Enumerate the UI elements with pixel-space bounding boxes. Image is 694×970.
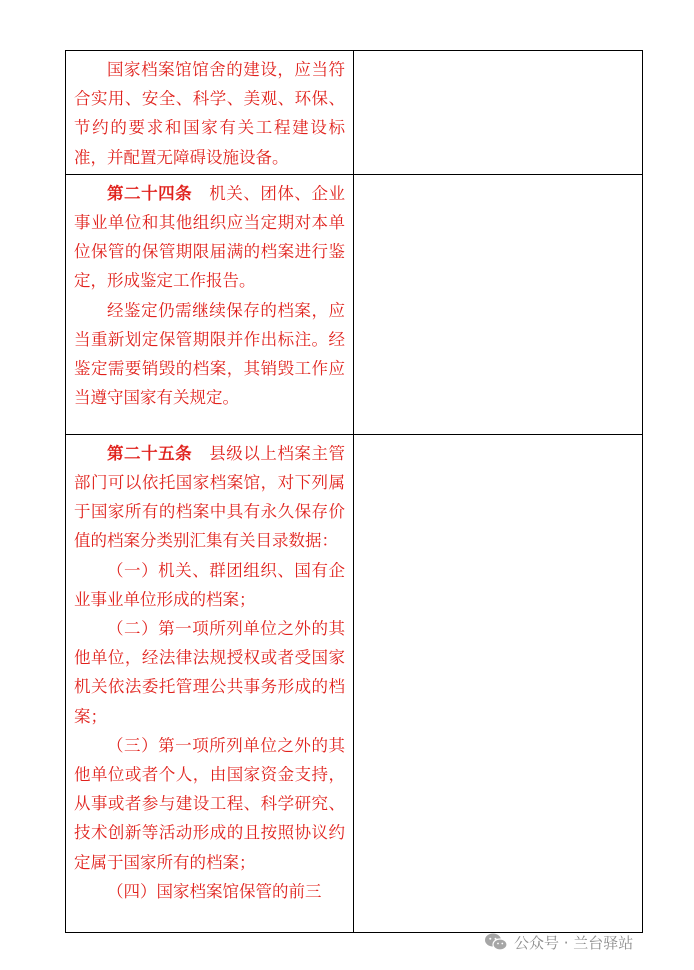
wechat-icon — [484, 932, 508, 952]
table-row — [66, 434, 643, 932]
watermark-text: 公众号 · 兰台驿站 — [514, 933, 634, 952]
article-number: 第二十五条 — [107, 443, 193, 463]
right-cell — [354, 174, 643, 434]
paragraph: 第二十四条 机关、团体、企业事业单位和其他组织应当定期对本单位保管的保管期限届满的档案进行鉴定，形成鉴定工作报告。 — [74, 183, 346, 291]
watermark — [484, 931, 633, 953]
right-cell — [354, 434, 643, 932]
left-cell — [66, 51, 354, 175]
left-cell — [66, 434, 354, 932]
paragraph: （四）国家档案馆保管的前三 — [107, 881, 322, 901]
table-row — [66, 51, 643, 175]
paragraph: （三）第一项所列单位之外的其他单位或者个人，由国家资金支持，从事或者参与建设工程、科学研究、技术创新等活动形成的且按照协议约定属于国家所有的档案； — [74, 735, 345, 872]
article-number: 第二十四条 — [107, 183, 193, 203]
right-cell — [354, 51, 643, 175]
paragraph: （二）第一项所列单位之外的其他单位，经法律法规授权或者受国家机关依法委托管理公共事务形成的档案； — [74, 619, 345, 726]
left-cell — [66, 174, 354, 434]
paragraph: （一）机关、群团组织、国有企业事业单位形成的档案； — [74, 560, 345, 609]
paragraph: 经鉴定仍需继续保存的档案，应当重新划定保管期限并作出标注。经鉴定需要销毁的档案，其销毁工作应当遵守国家有关规定。 — [74, 300, 345, 408]
paragraph: 国家档案馆馆舍的建设，应当符合实用、安全、科学、美观、环保、节约的要求和国家有关工程建设标准，并配置无障碍设施设备。 — [74, 60, 345, 167]
table-row — [66, 174, 643, 434]
paragraph: 第二十五条 县级以上档案主管部门可以依托国家档案馆，对下列属于国家所有的档案中具有永久保存价值的档案分类别汇集有关目录数据： — [74, 443, 346, 551]
regulation-table — [65, 50, 643, 933]
